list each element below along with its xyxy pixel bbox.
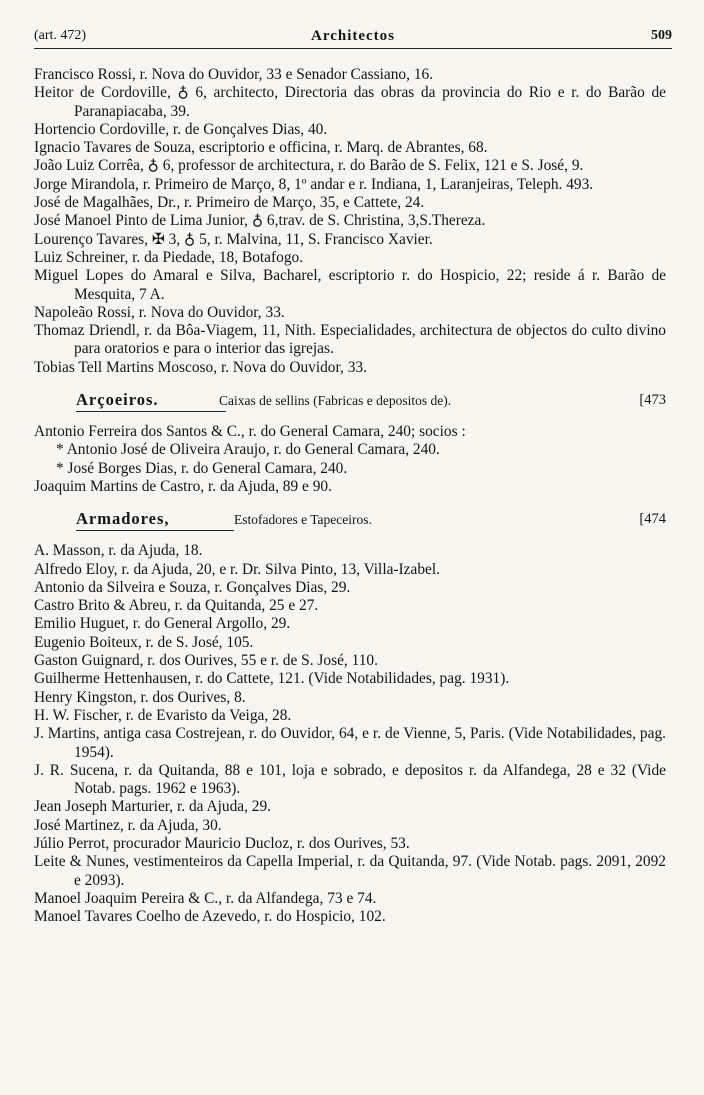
armadores-list [34, 542, 666, 926]
list-item: J. Martins, antiga casa Costrejean, r. do Ouvidor, 64, e r. de Vienne, 5, Paris. (Vide Notabilidades, pag. 1954). [34, 725, 666, 761]
list-item: Eugenio Boiteux, r. de S. José, 105. [34, 633, 254, 651]
list-item: Lourenço Tavares, ✠ 3, ♁ 5, r. Malvina, 11, S. Francisco Xavier. [34, 230, 433, 248]
list-item: Manoel Joaquim Pereira & C., r. da Alfandega, 73 e 74. [34, 889, 377, 907]
list-item: J. R. Sucena, r. da Quitanda, 88 e 101, loja e sobrado, e depositos r. da Alfandega, 28 e 32 (Vide Notab. pags. 1962 e 1963). [34, 761, 666, 798]
list-item: A. Masson, r. da Ajuda, 18. [34, 542, 203, 560]
list-item: H. W. Fischer, r. de Evaristo da Veiga, 28. [34, 706, 292, 724]
architectos-list [34, 66, 666, 377]
arcoeiros-list [34, 423, 666, 496]
section-description: Estofadores e Tapeceiros. [234, 512, 372, 528]
list-item: Alfredo Eloy, r. da Ajuda, 20, e r. Dr. Silva Pinto, 13, Villa-Izabel. [34, 560, 440, 578]
list-item: José de Magalhães, Dr., r. Primeiro de Março, 35, e Cattete, 24. [34, 194, 425, 212]
list-item: Jorge Mirandola, r. Primeiro de Março, 8, 1º andar e r. Indiana, 1, Laranjeiras, Teleph. 493. [34, 175, 594, 193]
title-underline [76, 411, 226, 412]
list-item: Guilherme Hettenhausen, r. do Cattete, 121. (Vide Notabilidades, pag. 1931). [34, 670, 510, 688]
section-description: Caixas de sellins (Fabricas e depositos de). [219, 393, 452, 409]
list-item: Leite & Nunes, vestimenteiros da Capella Imperial, r. da Quitanda, 97. (Vide Notab. pags. 2091, 2092 e 2093). [34, 853, 666, 889]
list-item: Antonio Ferreira dos Santos & C., r. do General Camara, 240; socios : [34, 423, 466, 441]
list-item: Tobias Tell Martins Moscoso, r. Nova do Ouvidor, 33. [34, 358, 367, 376]
article-range: (art. 472) [34, 28, 87, 43]
list-item: José Manoel Pinto de Lima Junior, ♁ 6,trav. de S. Christina, 3,S.Thereza. [34, 212, 486, 230]
section-number: [474 [639, 511, 666, 528]
list-item: Manoel Tavares Coelho de Azevedo, r. do Hospicio, 102. [34, 908, 386, 926]
section-number: [473 [639, 392, 666, 409]
section-title: Armadores, [76, 509, 170, 529]
header-rule [34, 48, 672, 49]
list-item: * José Borges Dias, r. do General Camara, 240. [56, 459, 348, 477]
list-item: Gaston Guignard, r. dos Ourives, 55 e r. de S. José, 110. [34, 652, 378, 670]
list-item: Heitor de Cordoville, ♁ 6, architecto, Directoria das obras da provincia do Rio e r. do Barão de Paranapiacaba, 39. [34, 84, 666, 120]
section-title: Arçoeiros. [76, 390, 159, 410]
list-item: José Martinez, r. da Ajuda, 30. [34, 816, 222, 834]
list-item: Jean Joseph Marturier, r. da Ajuda, 29. [34, 798, 272, 816]
list-item: Henry Kingston, r. dos Ourives, 8. [34, 688, 246, 706]
list-item: João Luiz Corrêa, ♁ 6, professor de architectura, r. do Barão de S. Felix, 121 e S. José, 9. [34, 157, 584, 175]
list-item: Ignacio Tavares de Souza, escriptorio e officina, r. Marq. de Abrantes, 68. [34, 139, 488, 157]
list-item: Emilio Huguet, r. do General Argollo, 29. [34, 615, 291, 633]
list-item: Thomaz Driendl, r. da Bôa-Viagem, 11, Nith. Especialidades, architectura de objectos do culto divino para oratorios e para o interior das igrejas. [34, 322, 666, 358]
list-item: Napoleão Rossi, r. Nova do Ouvidor, 33. [34, 303, 285, 321]
running-title: Architectos [310, 28, 396, 44]
section-heading-arcoeiros [34, 391, 666, 413]
section-heading-armadores [34, 510, 666, 532]
list-item: Luiz Schreiner, r. da Piedade, 18, Botafogo. [34, 248, 304, 266]
page-body [34, 66, 666, 926]
page-header [34, 28, 672, 52]
title-underline [76, 530, 234, 531]
list-item: Joaquim Martins de Castro, r. da Ajuda, 89 e 90. [34, 477, 332, 495]
list-item: Castro Brito & Abreu, r. da Quitanda, 25 e 27. [34, 597, 319, 615]
page-number: 509 [651, 28, 672, 43]
list-item: Júlio Perrot, procurador Mauricio Ducloz, r. dos Ourives, 53. [34, 834, 410, 852]
list-item: Francisco Rossi, r. Nova do Ouvidor, 33 e Senador Cassiano, 16. [34, 66, 434, 83]
list-item: Antonio da Silveira e Souza, r. Gonçalves Dias, 29. [34, 578, 351, 596]
list-item: * Antonio José de Oliveira Araujo, r. do General Camara, 240. [56, 441, 440, 459]
list-item: Miguel Lopes do Amaral e Silva, Bacharel, escriptorio r. do Hospicio, 22; reside á r. Barão de Mesquita, 7 A. [34, 267, 666, 303]
list-item: Hortencio Cordoville, r. de Gonçalves Dias, 40. [34, 120, 328, 138]
